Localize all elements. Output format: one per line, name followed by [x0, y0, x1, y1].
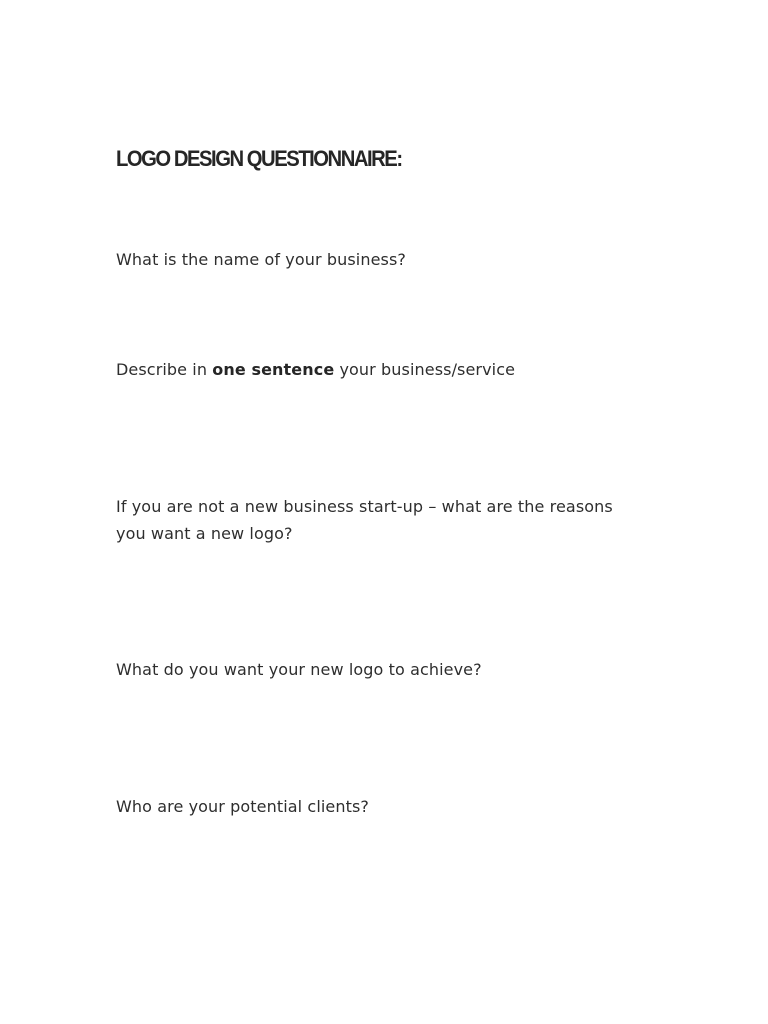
question-text-before: Describe in	[116, 360, 213, 379]
question-business-description	[116, 356, 646, 383]
question-potential-clients: Who are your potential clients?	[116, 797, 369, 816]
question-logo-goals: What do you want your new logo to achieve?	[116, 660, 482, 679]
question-reasons-new-logo: If you are not a new business start-up – what are the reasons you want a new logo?	[116, 497, 613, 543]
page-title: LOGO DESIGN QUESTIONNAIRE:	[116, 146, 402, 171]
question-business-name: What is the name of your business?	[116, 250, 406, 269]
question-emphasis: one sentence	[212, 360, 335, 379]
question-text-after: your business/service	[334, 360, 516, 379]
